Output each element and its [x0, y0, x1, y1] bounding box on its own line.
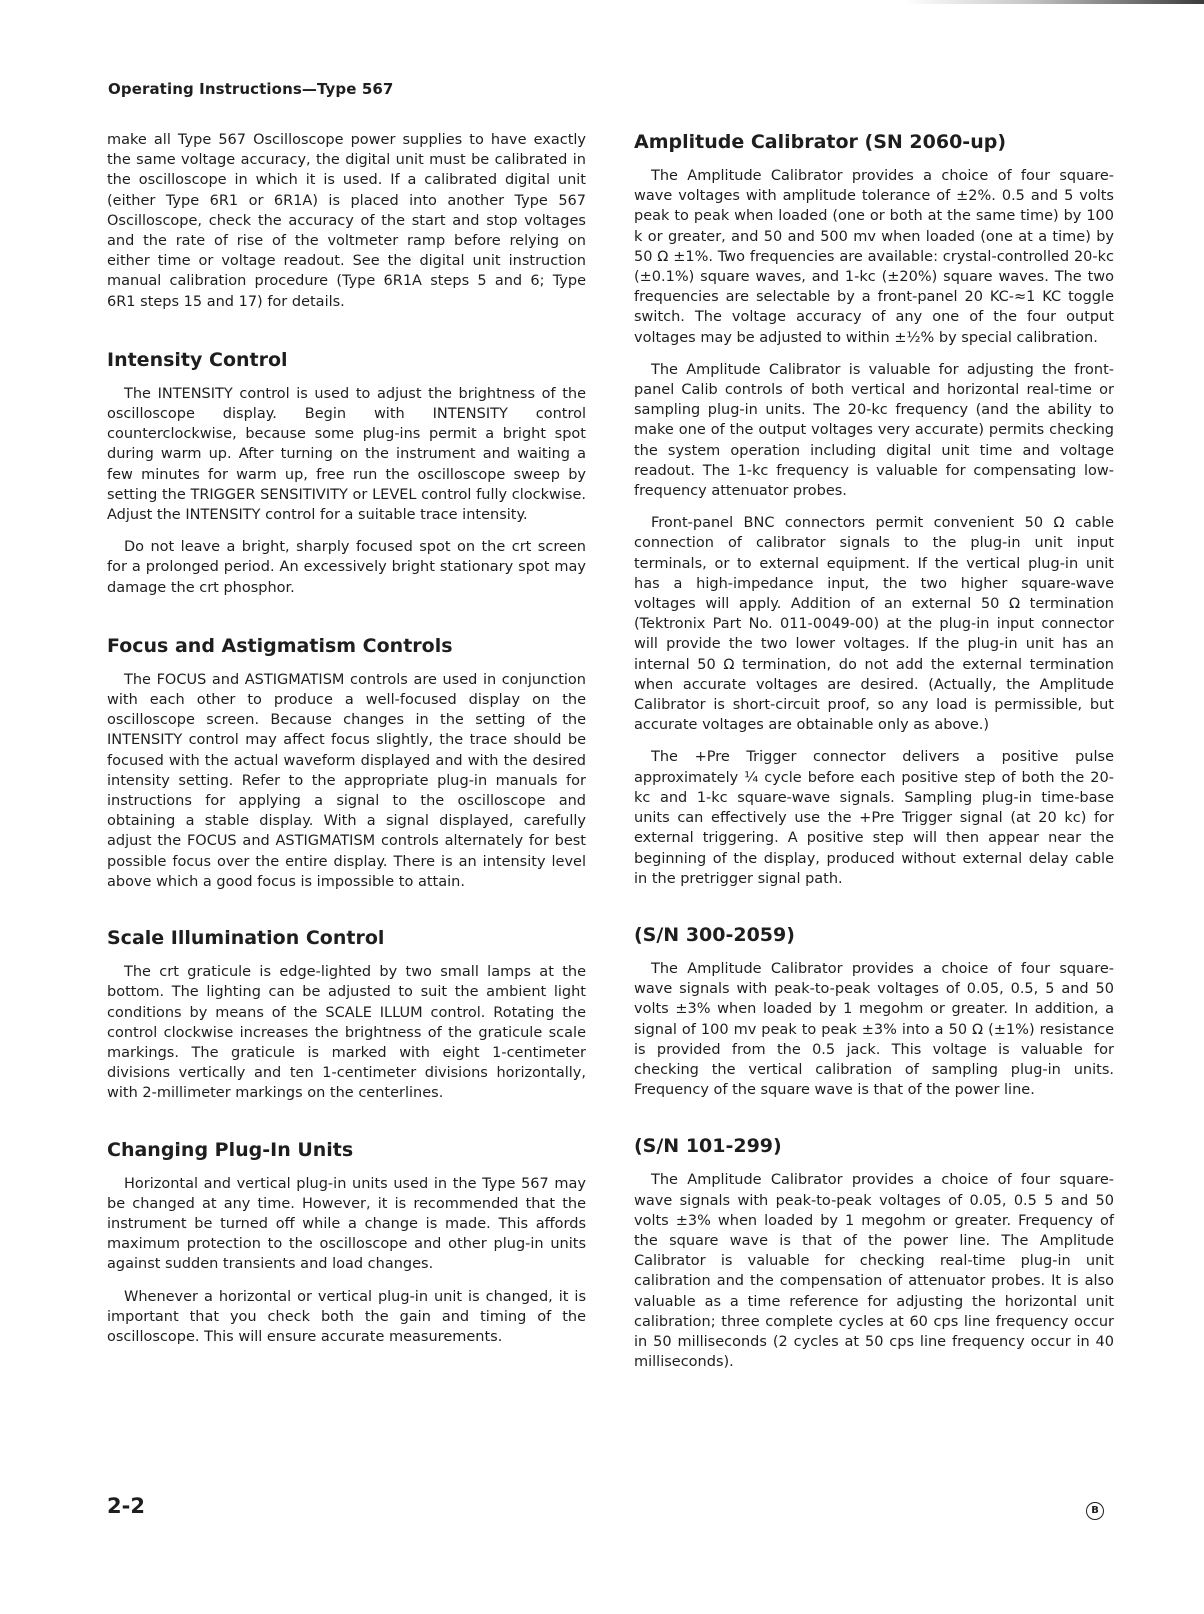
section-focus-astigmatism: [107, 634, 586, 892]
section-paragraph: Front-panel BNC connectors permit convenient 50 Ω cable connection of calibrator signals to the plug-in unit input terminals, or to external equipment. If the vertical plug-in unit has a high-impedance input, the two higher square-wave voltages will apply. Addition of an external 50 Ω termination (Tektronix Part No. 011-0049-00) at the plug-in input connector will provide the two lower voltages. If the plug-in unit has an internal 50 Ω termination, do not add the external termination when accurate voltages are desired. (Actually, the Amplitude Calibrator is short-circuit proof, so any load is permissible, but accurate voltages are obtainable only as above.): [634, 515, 1114, 734]
revision-mark: B: [1086, 1502, 1104, 1520]
running-head: Operating Instructions—Type 567: [108, 80, 394, 98]
section-sn-101-299: [634, 1134, 1114, 1372]
section-paragraph: Whenever a horizontal or vertical plug-in unit is changed, it is important that you check both the gain and timing of the oscilloscope. This will ensure accurate measurements.: [107, 1288, 586, 1345]
section-heading: Intensity Control: [107, 348, 288, 371]
section-sn-300-2059: [634, 923, 1114, 1100]
section-paragraph: The FOCUS and ASTIGMATISM controls are used in conjunction with each other to produce a well-focused display on the oscilloscope screen. Because changes in the setting of the INTENSITY control may affect focus slightly, the trace should be focused with the actual waveform displayed and with the desired intensity setting. Refer to the appropriate plug-in manuals for instructions for applying a signal to the oscilloscope and obtaining a stable display. With a signal displayed, carefully adjust the FOCUS and ASTIGMATISM controls alternately for best possible focus over the entire display. There is an intensity level above which a good focus is impossible to attain.: [107, 671, 586, 890]
section-intensity-control: [107, 348, 586, 598]
section-heading: (S/N 300-2059): [634, 923, 795, 946]
section-scale-illumination: [107, 926, 586, 1103]
right-column: [634, 130, 1114, 1384]
section-heading: (S/N 101-299): [634, 1135, 782, 1158]
section-paragraph: The INTENSITY control is used to adjust the brightness of the oscilloscope display. Begin with INTENSITY control counterclockwise, because some plug-ins permit a bright spot during warm up. After turning on the instrument and waiting a few minutes for warm up, free run the oscilloscope sweep by setting the TRIGGER SENSITIVITY or LEVEL control fully clockwise. Adjust the INTENSITY control for a suitable trace intensity.: [107, 385, 586, 524]
section-paragraph: The +Pre Trigger connector delivers a positive pulse approximately ¼ cycle before each positive step of both the 20-kc and 1-kc square-wave signals. Sampling plug-in time-base units can effectively use the +Pre Trigger signal (at 20 kc) for external triggering. A positive step will then appear near the beginning of the display, produced without external delay cable in the pretrigger signal path.: [634, 749, 1114, 887]
section-paragraph: Do not leave a bright, sharply focused spot on the crt screen for a prolonged period. An excessively bright stationary spot may damage the crt phosphor.: [107, 539, 586, 596]
scan-edge-mark: [904, 0, 1204, 4]
left-column: [107, 130, 586, 1359]
section-heading: Focus and Astigmatism Controls: [107, 634, 453, 657]
section-heading: Changing Plug-In Units: [107, 1138, 354, 1161]
section-changing-plug-in-units: [107, 1138, 586, 1348]
page-number: 2-2: [107, 1494, 145, 1518]
section-heading: Amplitude Calibrator (SN 2060-up): [634, 131, 1007, 153]
intro-paragraph: make all Type 567 Oscilloscope power supplies to have exactly the same voltage accuracy, the digital unit must be calibrated in the oscilloscope in which it is used. If a calibrated digital unit (either Type 6R1 or 6R1A) is placed into another Type 567 Oscilloscope, check the accuracy of the start and stop voltages and the rate of rise of the voltmeter ramp before relying on either time or voltage readout. See the digital unit instruction manual calibration procedure (Type 6R1A steps 5 and 6; Type 6R1 steps 15 and 17) for details.: [107, 132, 586, 310]
section-paragraph: The Amplitude Calibrator is valuable for adjusting the front-panel Calib controls of both vertical and horizontal real-time or sampling plug-in units. The 20-kc frequency (and the ability to make one of the output voltages very accurate) permits checking the system operation including digital unit time and voltage readout. The 1-kc frequency is valuable for compensating low-frequency attenuator probes.: [634, 361, 1114, 500]
section-paragraph: The Amplitude Calibrator provides a choice of four square-wave voltages with amplitude tolerance of ±2%. 0.5 and 5 volts peak to peak when loaded (one or both at the same time) by 100 k or greater, and 50 and 500 mv when loaded (one at a time) by 50 Ω ±1%. Two frequencies are available: crystal-controlled 20-kc (±0.1%) square waves, and 1-kc (±20%) square waves. The two frequencies are selectable by a front-panel 20 KC-≈1 KC toggle switch. The voltage accuracy of any one of the four output voltages may be adjusted to within ±½% by special calibration.: [634, 168, 1114, 346]
section-paragraph: The crt graticule is edge-lighted by two small lamps at the bottom. The lighting can be adjusted to suit the ambient light conditions by means of the SCALE ILLUM control. Rotating the control clockwise increases the brightness of the graticule scale markings. The graticule is marked with eight 1-centimeter divisions vertically and ten 1-centimeter divisions horizontally, with 2-millimeter markings on the centerlines.: [107, 964, 586, 1102]
section-heading: Scale Illumination Control: [107, 927, 385, 950]
section-paragraph: The Amplitude Calibrator provides a choice of four square-wave signals with peak-to-peak voltages of 0.05, 0.5 5 and 50 volts ±3% when loaded by 1 megohm or greater. Frequency of the square wave is that of the power line. The Amplitude Calibrator is valuable for checking real-time plug-in unit calibration and the compensation of attenuator probes. It is also valuable as a time reference for adjusting the horizontal unit calibration; three complete cycles at 60 cps line frequency occur in 50 milliseconds (2 cycles at 50 cps line frequency occur in 40 milliseconds).: [634, 1172, 1114, 1371]
section-paragraph: Horizontal and vertical plug-in units used in the Type 567 may be changed at any time. However, it is recommended that the instrument be turned off while a change is made. This affords maximum protection to the oscilloscope and other plug-in units against sudden transients and load changes.: [107, 1175, 586, 1273]
section-amplitude-calibrator: [634, 130, 1114, 889]
section-paragraph: The Amplitude Calibrator provides a choice of four square-wave signals with peak-to-peak voltages of 0.05, 0.5, 5 and 50 volts ±3% when loaded by 1 megohm or greater. In addition, a signal of 100 mv peak to peak ±3% into a 50 Ω (±1%) resistance is provided from the 0.5 jack. This voltage is valuable for checking the vertical calibration of sampling plug-in units. Frequency of the square wave is that of the power line.: [634, 960, 1114, 1099]
